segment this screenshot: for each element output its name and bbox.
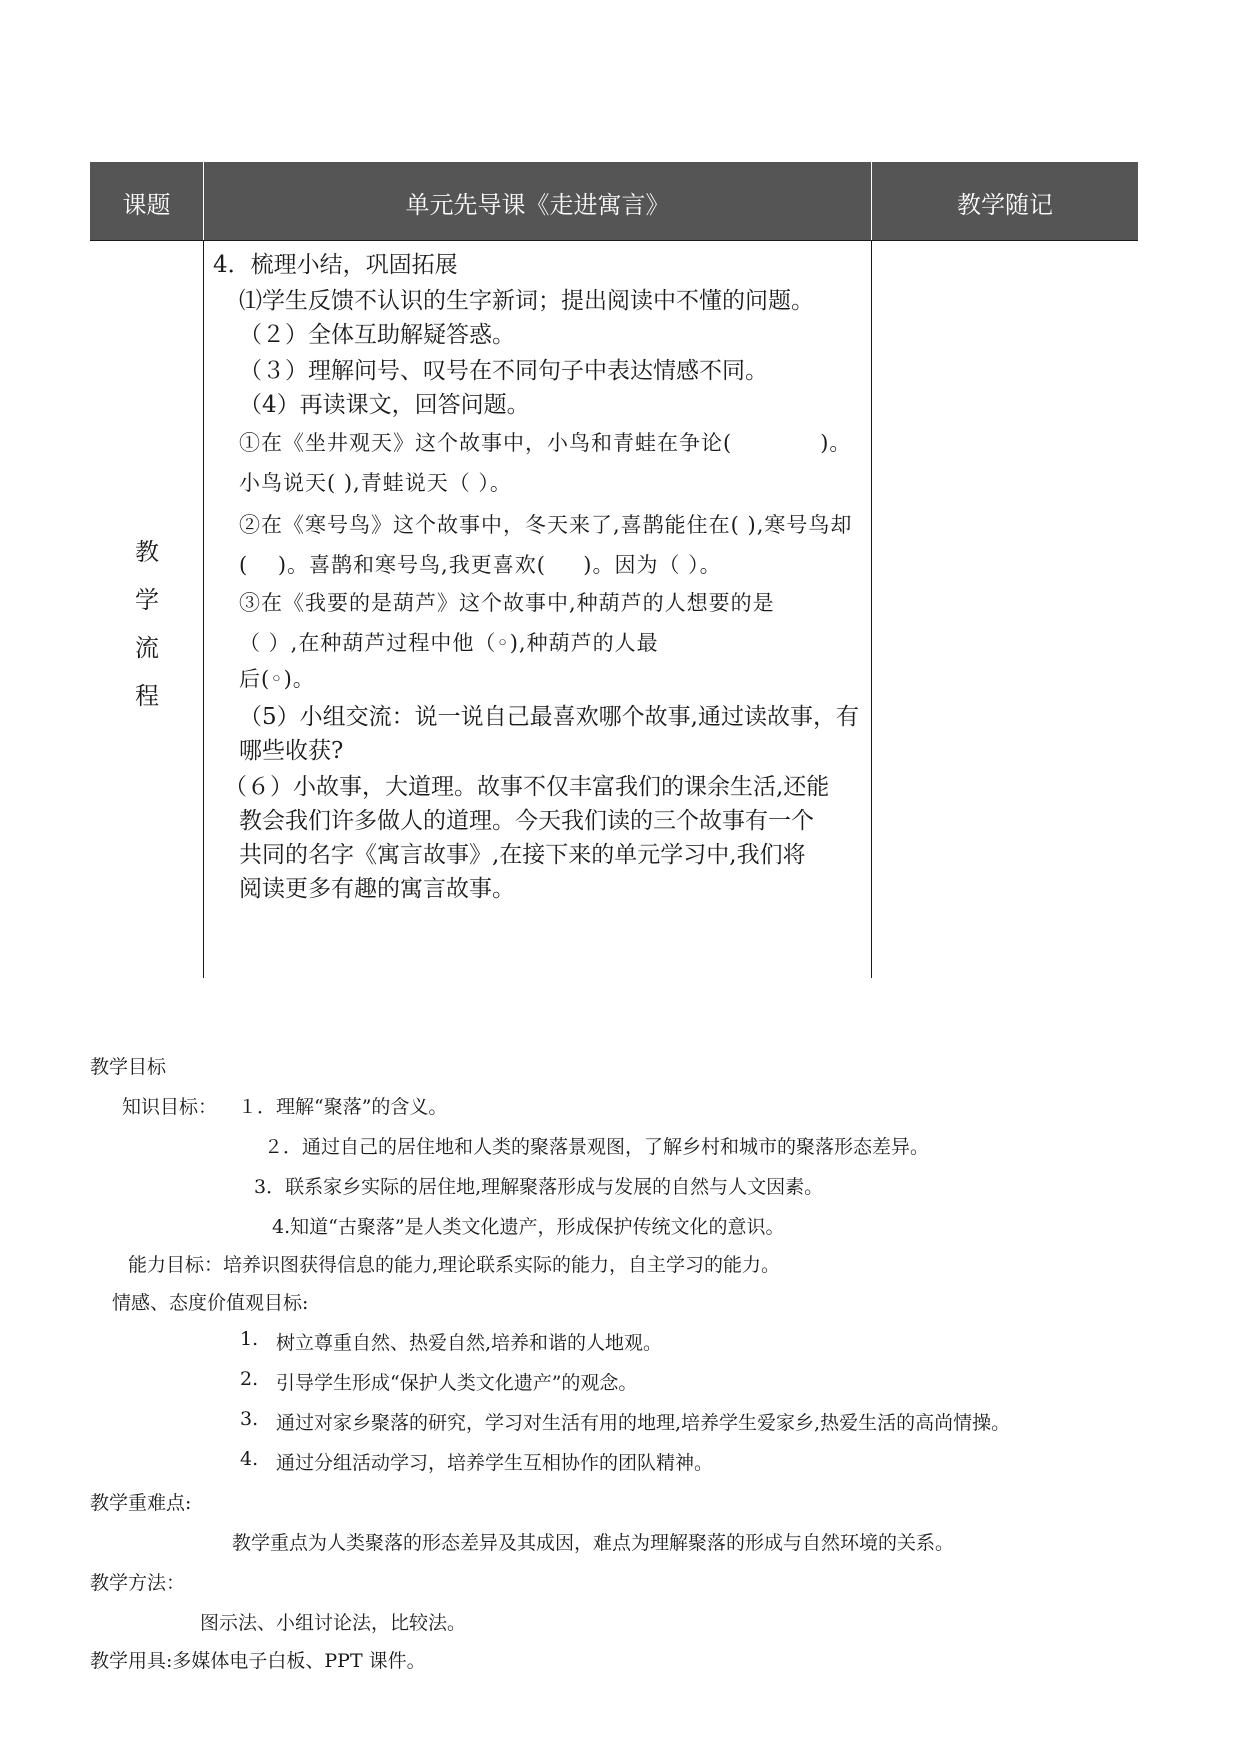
teaching-method-label: 教学方法： bbox=[90, 1572, 186, 1594]
header-notes-label: 教学随记 bbox=[957, 191, 1053, 219]
flow-question-3-end: 后(◦)。 bbox=[239, 667, 315, 691]
emotion-goals-label: 情感、态度价值观目标: bbox=[112, 1292, 309, 1314]
flow-line-punctuation: （３）理解问号、叹号在不同句子中表达情感不同。 bbox=[239, 358, 768, 384]
side-label-char-2: 学 bbox=[135, 586, 159, 614]
knowledge-goal-4: 4.知道“古聚落”是人类文化遗产，形成保护传统文化的意识。 bbox=[272, 1216, 785, 1238]
flow-line-mutual-help: （２）全体互助解疑答惑。 bbox=[239, 322, 515, 348]
emotion-goal-2: 引导学生形成“保护人类文化遗产”的观念。 bbox=[276, 1372, 638, 1394]
teaching-tools: 教学用具:多媒体电子白板、PPT 课件。 bbox=[90, 1650, 426, 1672]
flow-line-feedback: ⑴学生反馈不认识的生字新词；提出阅读中不懂的问题。 bbox=[239, 288, 814, 314]
teaching-method-text: 图示法、小组讨论法，比较法。 bbox=[200, 1612, 467, 1634]
flow-line-group-discussion-cont: 哪些收获? bbox=[239, 738, 344, 764]
key-difficulty-text: 教学重点为人类聚落的形态差异及其成因，难点为理解聚落的形成与自然环境的关系。 bbox=[232, 1532, 955, 1554]
emotion-goal-4: 通过分组活动学习，培养学生互相协作的团队精神。 bbox=[276, 1452, 714, 1474]
emotion-goal-1: 树立尊重自然、热爱自然,培养和谐的人地观。 bbox=[276, 1332, 663, 1354]
teaching-goals-title: 教学目标 bbox=[90, 1056, 167, 1078]
header-bottom-border bbox=[90, 240, 1138, 241]
flow-question-1-cont: 小鸟说天( ),青蛙说天（ ）。 bbox=[239, 471, 512, 495]
flow-line-group-discussion: （5）小组交流：说一说自己最喜欢哪个故事,通过读故事，有 bbox=[239, 704, 859, 730]
flow-question-3-cont: （ ）,在种葫芦过程中他（◦),种葫芦的人最 bbox=[239, 631, 659, 655]
table-header bbox=[90, 162, 1138, 240]
flow-question-3: ③在《我要的是葫芦》这个故事中,种葫芦的人想要的是 bbox=[239, 591, 775, 615]
knowledge-goal-3: 3．联系家乡实际的居住地,理解聚落形成与发展的自然与人文因素。 bbox=[254, 1176, 824, 1198]
emotion-goal-1-number: 1. bbox=[240, 1328, 259, 1350]
flow-line-reread: （4）再读课文，回答问题。 bbox=[239, 392, 530, 418]
flow-question-2: ②在《寒号鸟》这个故事中，冬天来了,喜鹊能住在( ),寒号鸟却 bbox=[239, 513, 853, 537]
flow-line-summary-2: 教会我们许多做人的道理。今天我们读的三个故事有一个 bbox=[239, 808, 814, 834]
header-topic-label: 课题 bbox=[122, 191, 171, 219]
flow-step-4-heading: 4．梳理小结，巩固拓展 bbox=[213, 252, 458, 278]
flow-line-summary-4: 阅读更多有趣的寓言故事。 bbox=[239, 876, 515, 902]
knowledge-goals-label: 知识目标： bbox=[122, 1096, 218, 1118]
header-lesson-title: 单元先导课《走进寓言》 bbox=[405, 191, 670, 219]
flow-question-2-cont: ( )。喜鹊和寒号鸟,我更喜欢( )。因为（ ）。 bbox=[239, 553, 722, 577]
emotion-goal-2-number: 2. bbox=[240, 1368, 259, 1390]
flow-question-1: ①在《坐井观天》这个故事中，小鸟和青蛙在争论( )。 bbox=[239, 431, 852, 455]
emotion-goal-3-number: 3. bbox=[240, 1408, 259, 1430]
key-difficulty-label: 教学重难点: bbox=[90, 1492, 192, 1514]
emotion-goal-4-number: 4. bbox=[240, 1448, 259, 1470]
side-label-char-3: 流 bbox=[135, 634, 159, 662]
header-divider-2 bbox=[871, 162, 872, 240]
emotion-goal-3: 通过对家乡聚落的研究，学习对生活有用的地理,培养学生爱家乡,热爱生活的高尚情操。 bbox=[276, 1412, 1011, 1434]
side-label-char-1: 教 bbox=[135, 538, 159, 566]
flow-line-summary: （６）小故事，大道理。故事不仅丰富我们的课余生活,还能 bbox=[224, 774, 830, 800]
body-divider-2 bbox=[871, 240, 872, 978]
knowledge-goal-1: １．理解“聚落”的含义。 bbox=[238, 1096, 448, 1118]
flow-line-summary-3: 共同的名字《寓言故事》,在接下来的单元学习中,我们将 bbox=[239, 842, 806, 868]
side-label-char-4: 程 bbox=[135, 682, 159, 710]
ability-goal: 能力目标：培养识图获得信息的能力,理论联系实际的能力，自主学习的能力。 bbox=[128, 1254, 781, 1276]
header-divider-1 bbox=[203, 162, 204, 240]
knowledge-goal-2: ２．通过自己的居住地和人类的聚落景观图，了解乡村和城市的聚落形态差异。 bbox=[264, 1136, 930, 1158]
